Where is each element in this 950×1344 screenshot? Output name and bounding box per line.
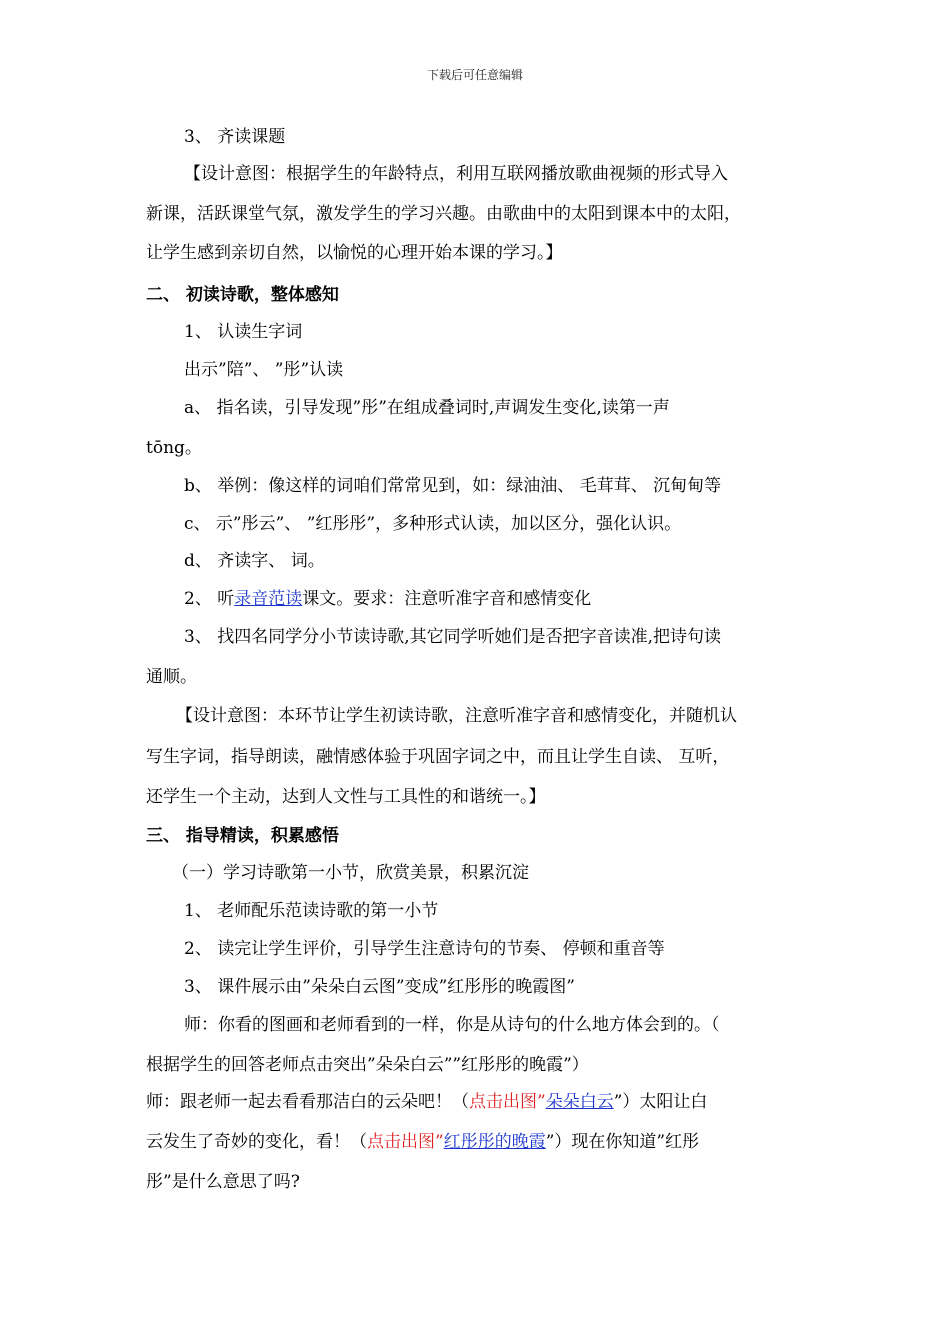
design-intent-2-line-1: 【设计意图：本环节让学生初读诗歌，注意听准字音和感情变化，并随机认 [176, 706, 737, 726]
item-listen-recording [184, 588, 591, 610]
section-2-heading: 二、 初读诗歌，整体感知 [146, 285, 339, 305]
clouds-text-prefix: 师：跟老师一起去看看那洁白的云朵吧！（ [146, 1092, 469, 1112]
teacher-clouds-line [146, 1091, 707, 1113]
sunset-text-prefix: 云发生了奇妙的变化，看！（ [146, 1132, 367, 1152]
item-read-title: 3、 齐读课题 [184, 127, 286, 147]
design-intent-1-line-1: 【设计意图：根据学生的年龄特点，利用互联网播放歌曲视频的形式导入 [184, 164, 728, 184]
teacher-question-line-2: 根据学生的回答老师点击突出”朵朵白云””红彤彤的晚霞”） [146, 1055, 589, 1075]
design-intent-1-line-3: 让学生感到亲切自然，以愉悦的心理开始本课的学习。】 [146, 243, 563, 263]
sunset-text-suffix: ”）现在你知道”红彤 [545, 1132, 700, 1152]
step-c: c、 示”彤云”、 ”红彤彤”，多种形式认读，加以区分，强化认识。 [184, 514, 682, 534]
section-3-heading: 三、 指导精读，积累感悟 [146, 826, 339, 846]
item-recognize-words: 1、 认读生字词 [184, 322, 303, 342]
design-intent-2-line-2: 写生字词，指导朗读，融情感体验于巩固字词之中，而且让学生自读、 互听， [146, 747, 730, 767]
step-b: b、 举例：像这样的词咱们常常见到，如：绿油油、 毛茸茸、 沉甸甸等 [184, 476, 722, 496]
step-a-line-2: tōng。 [146, 438, 202, 458]
white-clouds-link[interactable]: 朵朵白云 [545, 1092, 614, 1112]
step-a-line-1: a、 指名读，引导发现”彤”在组成叠词时,声调发生变化,读第一声 [184, 398, 670, 418]
page-header: 下载后可任意编辑 [426, 68, 523, 82]
teacher-sunset-line [146, 1131, 699, 1153]
red-sunset-link[interactable]: 红彤彤的晚霞 [443, 1132, 546, 1152]
design-intent-1-line-2: 新课，活跃课堂气氛，激发学生的学习兴趣。由歌曲中的太阳到课本中的太阳， [146, 204, 741, 224]
clouds-text-suffix: ”）太阳让白 [613, 1092, 708, 1112]
item-listen-suffix: 课文。要求：注意听准字音和感情变化 [302, 589, 592, 609]
click-show-image-note-2: 点击出图” [367, 1132, 444, 1152]
item-group-reading-line-1: 3、 找四名同学分小节读诗歌,其它同学听她们是否把字音读准,把诗句读 [184, 627, 722, 647]
click-show-image-note: 点击出图” [469, 1092, 546, 1112]
design-intent-2-line-3: 还学生一个主动，达到人文性与工具性的和谐统一。】 [146, 787, 546, 807]
subsection-1-heading: （一）学习诗歌第一小节，欣赏美景，积累沉淀 [172, 863, 529, 883]
item-courseware-display: 3、 课件展示由”朵朵白云图”变成”红彤彤的晚霞图” [184, 977, 575, 997]
recording-link[interactable]: 录音范读 [234, 589, 303, 609]
item-listen-prefix: 2、 听 [184, 589, 235, 609]
item-student-evaluation: 2、 读完让学生评价，引导学生注意诗句的节奏、 停顿和重音等 [184, 939, 665, 959]
show-characters: 出示”陪”、 ”彤”认读 [184, 360, 344, 380]
item-teacher-reading: 1、 老师配乐范读诗歌的第一小节 [184, 901, 439, 921]
item-group-reading-line-2: 通顺。 [146, 667, 197, 687]
teacher-question-line-1: 师：你看的图画和老师看到的一样，你是从诗句的什么地方体会到的。（ [184, 1015, 720, 1035]
teacher-question-end: 彤”是什么意思了吗? [146, 1172, 300, 1192]
step-d: d、 齐读字、 词。 [184, 551, 325, 571]
